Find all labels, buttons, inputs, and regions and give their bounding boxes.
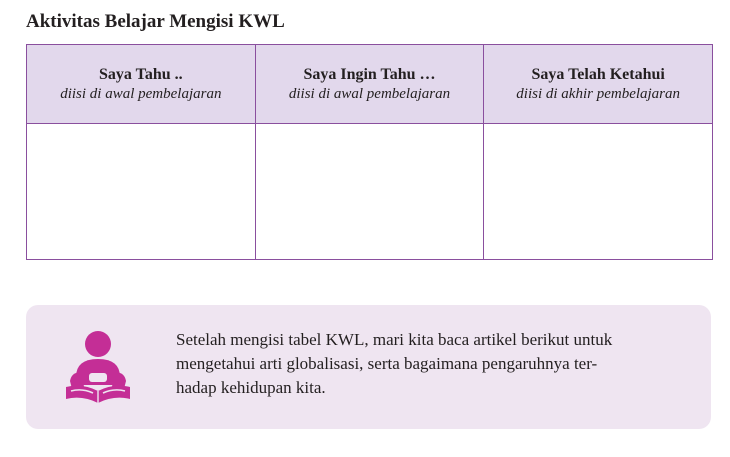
kwl-cell-know[interactable] [27, 124, 256, 260]
kwl-header-know [27, 45, 256, 124]
info-text-line: mengetahui arti globalisasi, serta bagaimana pengaruhnya ter- [176, 354, 598, 373]
info-box [26, 305, 711, 429]
kwl-cell-learned[interactable] [484, 124, 713, 260]
kwl-header-want [255, 45, 484, 124]
page-heading: Aktivitas Belajar Mengisi KWL [26, 11, 285, 32]
info-text-line: Setelah mengisi tabel KWL, mari kita baca artikel berikut untuk [176, 330, 613, 349]
column-subtitle: diisi di awal pembelajaran [60, 86, 222, 102]
column-title: Saya Tahu .. [99, 66, 183, 83]
info-text-line: hadap kehidupan kita. [176, 378, 326, 397]
kwl-header-row [27, 45, 713, 124]
column-subtitle: diisi di awal pembelajaran [288, 86, 451, 102]
column-title: Saya Telah Ketahui [531, 66, 665, 83]
kwl-header-learned [484, 45, 713, 124]
kwl-cell-want[interactable] [255, 124, 484, 260]
kwl-table [26, 44, 713, 260]
table-row [27, 124, 713, 260]
info-text [176, 328, 701, 400]
person-reading-book-icon [62, 329, 134, 405]
column-title: Saya Ingin Tahu … [303, 66, 436, 83]
column-subtitle: diisi di akhir pembelajaran [516, 86, 681, 102]
